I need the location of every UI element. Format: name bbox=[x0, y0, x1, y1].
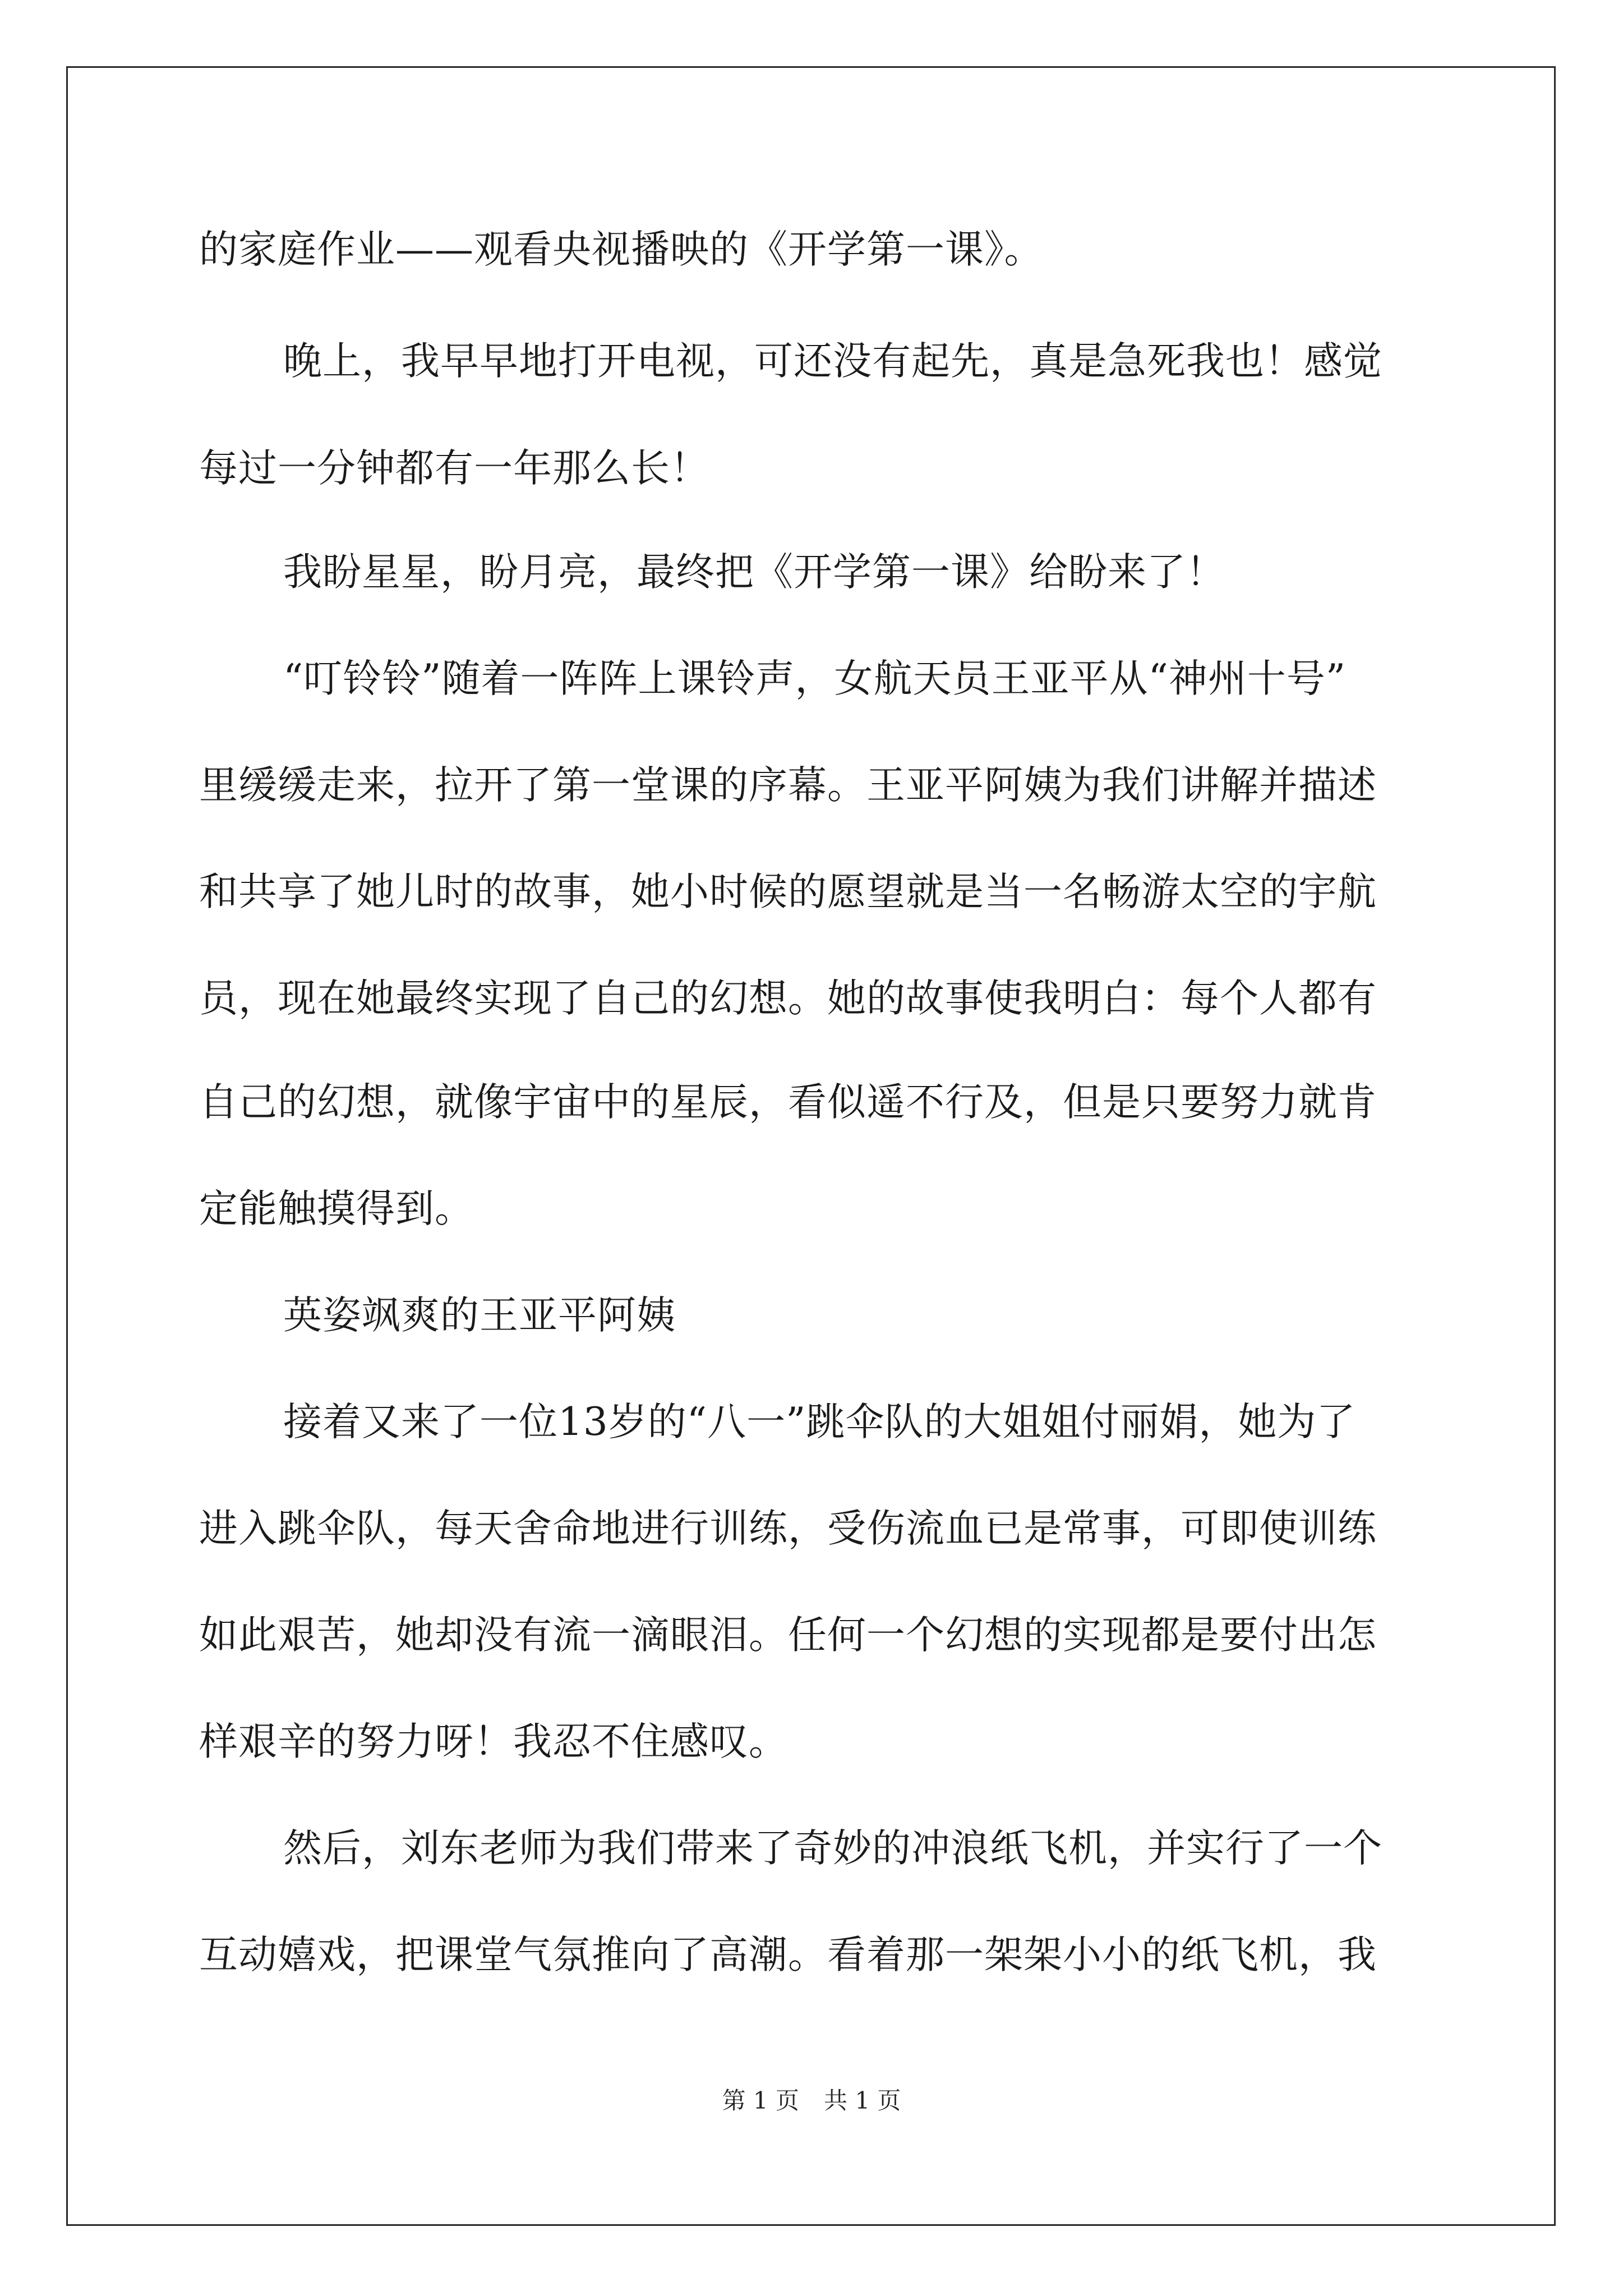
text-line: 自己的幻想，就像宇宙中的星辰，看似遥不行及，但是只要努力就肯 bbox=[199, 1080, 1377, 1125]
text-line: 如此艰苦，她却没有流一滴眼泪。任何一个幻想的实现都是要付出怎 bbox=[199, 1613, 1377, 1658]
page-number: 第 1 页 bbox=[722, 2087, 799, 2114]
text-line: 定能触摸得到。 bbox=[199, 1186, 474, 1231]
text-line: 里缓缓走来，拉开了第一堂课的序幕。王亚平阿姨为我们讲解并描述 bbox=[199, 763, 1377, 808]
text-line: 互动嬉戏，把课堂气氛推向了高潮。看着那一架架小小的纸飞机，我 bbox=[199, 1932, 1377, 1977]
text-line: 接着又来了一位13岁的“八一”跳伞队的大姐姐付丽娟，她为了 bbox=[283, 1400, 1356, 1444]
text-line: 员，现在她最终实现了自己的幻想。她的故事使我明白：每个人都有 bbox=[199, 976, 1377, 1021]
text-line: 我盼星星，盼月亮，最终把《开学第一课》给盼来了！ bbox=[283, 550, 1225, 595]
text-line: 样艰辛的努力呀！我忍不住感叹。 bbox=[199, 1719, 788, 1764]
text-line: 晚上，我早早地打开电视，可还没有起先，真是急死我也！感觉 bbox=[283, 339, 1382, 384]
page-footer bbox=[0, 2084, 1623, 2118]
text-line: “叮铃铃”随着一阵阵上课铃声，女航天员王亚平从“神州十号” bbox=[283, 656, 1347, 701]
text-line: 每过一分钟都有一年那么长！ bbox=[199, 446, 709, 491]
text-line: 进入跳伞队，每天舍命地进行训练，受伤流血已是常事，可即使训练 bbox=[199, 1506, 1377, 1551]
text-line: 然后，刘东老师为我们带来了奇妙的冲浪纸飞机，并实行了一个 bbox=[283, 1826, 1382, 1871]
section-heading: 英姿飒爽的王亚平阿姨 bbox=[283, 1293, 676, 1338]
text-line: 和共享了她儿时的故事，她小时候的愿望就是当一名畅游太空的宇航 bbox=[199, 869, 1377, 914]
text-line: 的家庭作业——观看央视播映的《开学第一课》。 bbox=[199, 227, 1044, 272]
page-total: 共 1 页 bbox=[824, 2087, 901, 2114]
